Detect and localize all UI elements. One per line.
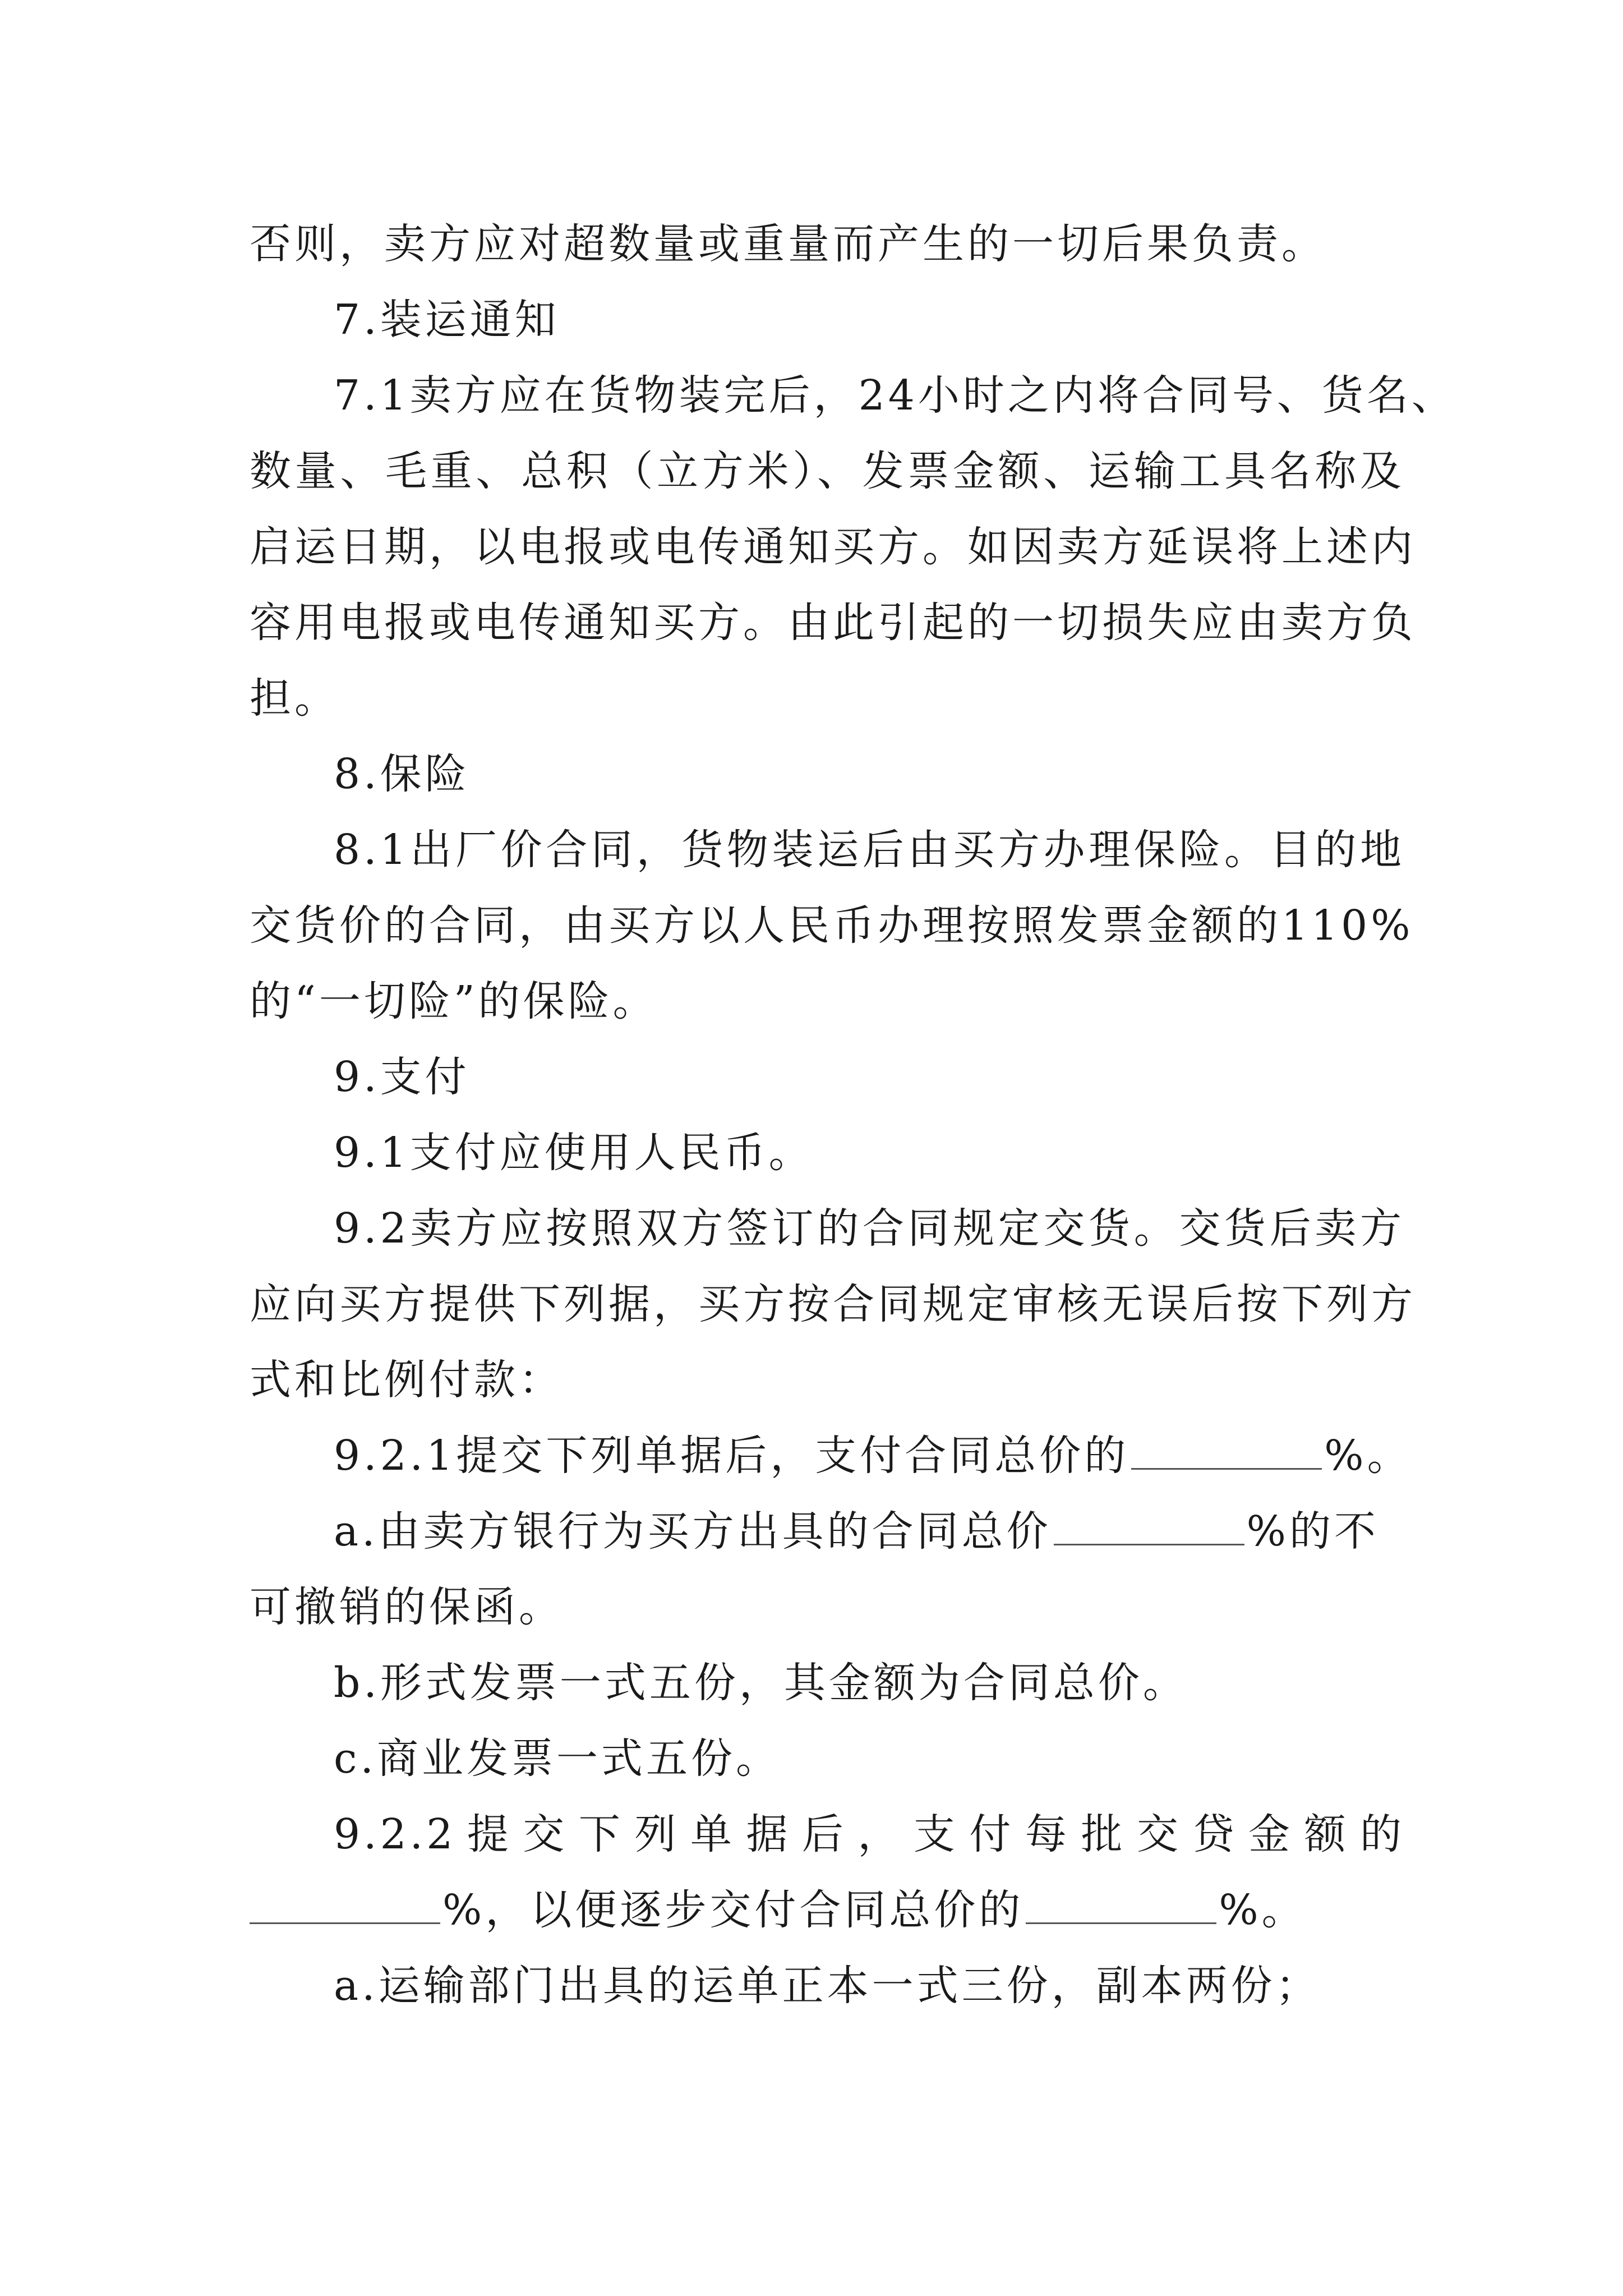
blank-fill-line bbox=[250, 1883, 440, 1924]
blank-fill-line bbox=[1026, 1883, 1216, 1924]
text-line-1: 否则，卖方应对超数量或重量而产生的一切后果负责。 bbox=[250, 220, 1326, 268]
text-line-9-2-2-tail: %。 bbox=[1219, 1886, 1307, 1934]
text-line-9-2-2: 9.2.2提交下列单据后，支付每批交贷金额的 bbox=[334, 1810, 1405, 1858]
text-line-7-1-cont-4: 担。 bbox=[250, 674, 339, 723]
text-line-8-1: 8.1出厂价合同，货物装运后由买方办理保险。目的地 bbox=[334, 826, 1405, 874]
blank-fill-line bbox=[1054, 1504, 1244, 1545]
text-line-8-1-cont-2: 的“一切险”的保险。 bbox=[250, 977, 658, 1025]
text-line-9-2-1-b: b.形式发票一式五份，其金额为合同总价。 bbox=[334, 1659, 1188, 1707]
text-line-7-1-cont-1: 数量、毛重、总积（立方米）、发票金额、运输工具名称及 bbox=[250, 447, 1405, 495]
section-heading-insurance: 8.保险 bbox=[334, 750, 470, 798]
text-line-9-2-1-a bbox=[334, 1495, 1405, 1568]
text-line-9-2-cont-2: 式和比例付款： bbox=[250, 1356, 564, 1404]
text-line-9-2-2-cont bbox=[250, 1874, 1405, 1947]
text-line-9-2: 9.2卖方应按照双方签订的合同规定交货。交货后卖方 bbox=[334, 1204, 1405, 1253]
text-line-9-2-2-mid: %，以便逐步交付合同总价的 bbox=[442, 1886, 1024, 1934]
text-line-8-1-cont-1: 交货价的合同，由买方以人民币办理按照发票金额的110% bbox=[250, 901, 1414, 950]
text-line-9-2-1-lead: 9.2.1提交下列单据后，支付合同总价的 bbox=[334, 1432, 1129, 1480]
text-line-9-2-1 bbox=[334, 1419, 1412, 1492]
text-line-9-2-1-a-tail: %的不 bbox=[1246, 1507, 1379, 1556]
text-line-9-2-2-a: a.运输部门出具的运单正本一式三份，副本两份； bbox=[334, 1962, 1321, 2010]
text-line-7-1: 7.1卖方应在货物装完后，24小时之内将合同号、货名、 bbox=[334, 371, 1456, 420]
text-line-9-2-1-c: c.商业发票一式五份。 bbox=[334, 1734, 781, 1783]
section-heading-shipping-notice: 7.装运通知 bbox=[334, 296, 560, 344]
blank-fill-line bbox=[1131, 1429, 1322, 1470]
text-line-9-2-cont-1: 应向买方提供下列据，买方按合同规定审核无误后按下列方 bbox=[250, 1280, 1416, 1328]
text-line-9-2-1-a-cont: 可撤销的保函。 bbox=[250, 1583, 564, 1631]
text-line-9-1: 9.1支付应使用人民币。 bbox=[334, 1129, 814, 1177]
text-line-7-1-cont-3: 容用电报或电传通知买方。由此引起的一切损失应由卖方负 bbox=[250, 599, 1416, 647]
text-line-7-1-cont-2: 启运日期，以电报或电传通知买方。如因卖方延误将上述内 bbox=[250, 523, 1416, 571]
text-line-9-2-1-tail: %。 bbox=[1324, 1432, 1412, 1480]
section-heading-payment: 9.支付 bbox=[334, 1053, 470, 1101]
text-line-9-2-1-a-lead: a.由卖方银行为买方出具的合同总价 bbox=[334, 1507, 1052, 1556]
